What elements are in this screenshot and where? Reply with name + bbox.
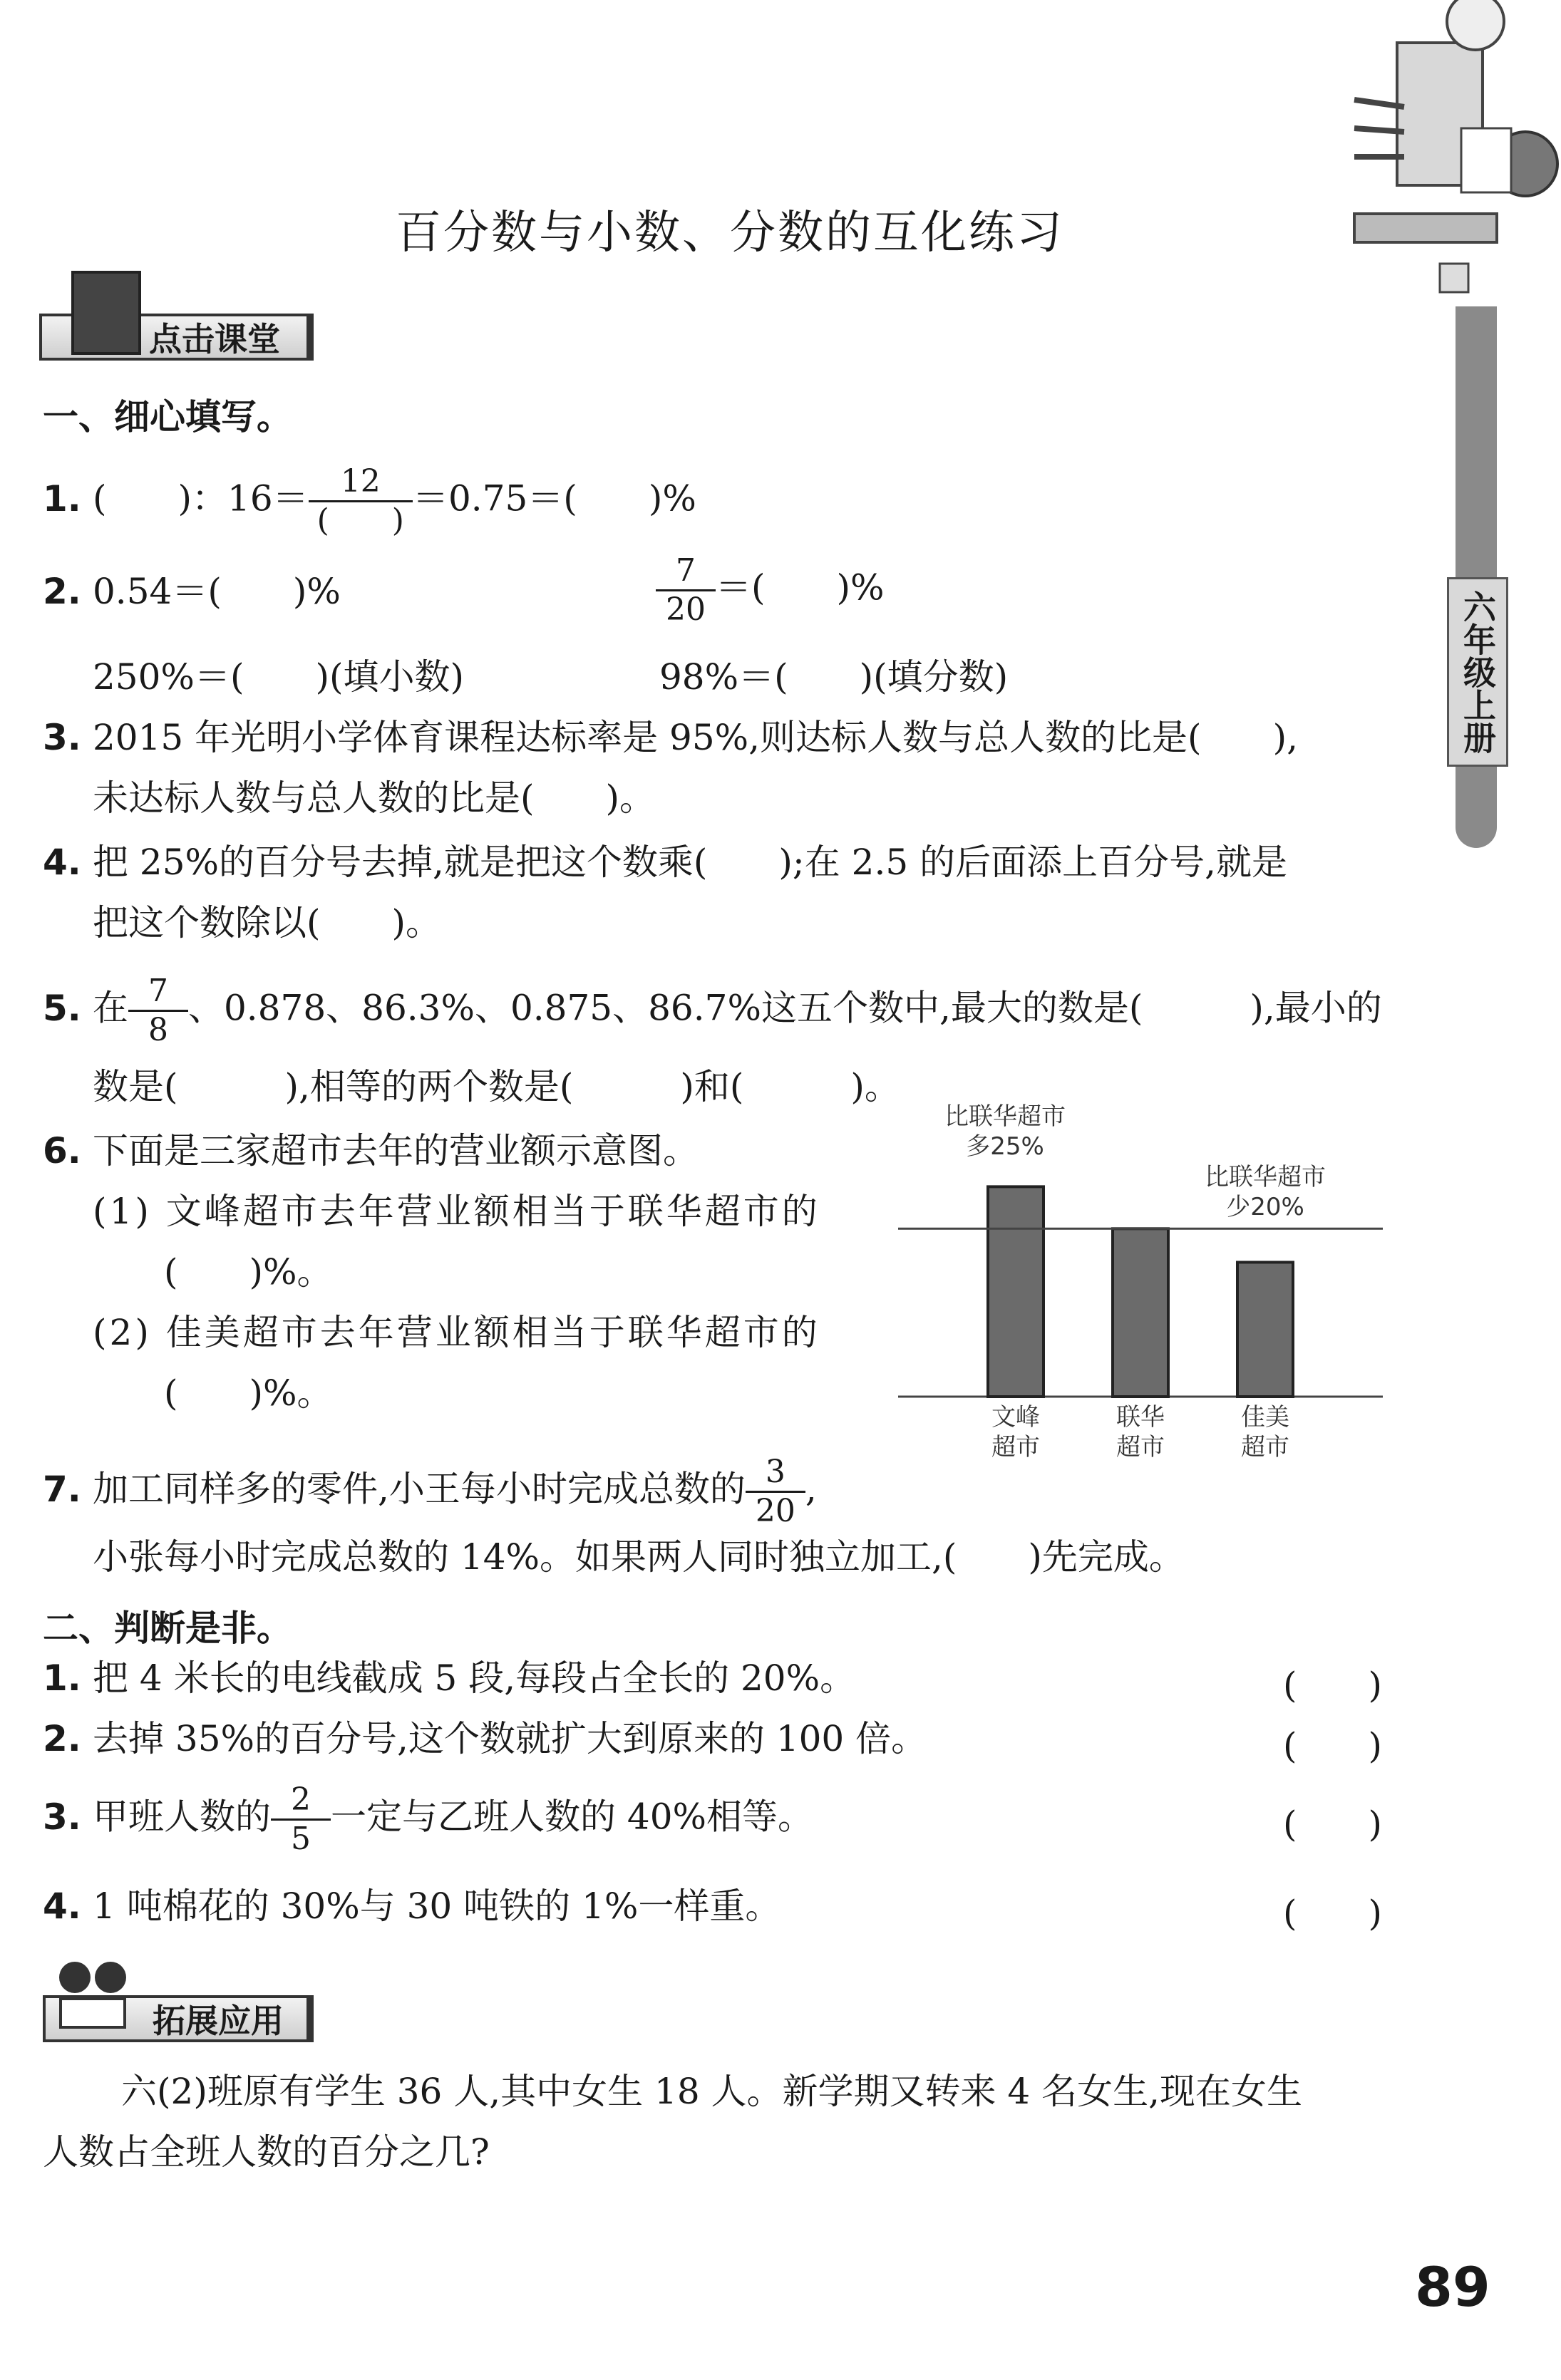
fraction: $\frac{7}{8}$ [133,973,184,1049]
part2-heading: 二、判断是非。 [43,1608,292,1649]
judge-item-2: 2. 去掉 35%的百分号,这个数就扩大到原来的 100 倍。 [43,1718,927,1759]
question-3-line2: 未达标人数与总人数的比是( )。 [93,777,656,819]
page-title: 百分数与小数、分数的互化练习 [396,207,1064,259]
students-reading-icon [50,1956,135,2034]
category-label: 超市 [991,1433,1040,1461]
badge-label: 拓展应用 [153,2002,284,2040]
page-number: 89 [1415,2255,1490,2319]
grade-tab: 六年级上册 [1447,577,1508,767]
extend-problem-line2: 人数占全班人数的百分之几? [43,2131,490,2173]
annotation-label: 比联华超市 [944,1102,1066,1131]
fraction: $\frac{12}{( )}$ [313,463,408,539]
category-label: 文峰 [991,1403,1040,1432]
badge-label: 点击课堂 [149,320,280,358]
judge-answer-box-4[interactable]: ( ) [1283,1893,1383,1934]
blackboard-icon [71,271,141,355]
judge-answer-box-3[interactable]: ( ) [1283,1804,1383,1845]
question-4: 4. 把 25%的百分号去掉,就是把这个数乘( );在 2.5 的后面添上百分号,就是 [43,842,1287,883]
question-2c: 250%＝( )(填小数) [93,656,464,698]
question-4-line2: 把这个数除以( )。 [93,902,442,943]
category-label: 联华 [1116,1403,1165,1432]
annotation-label: 多25% [966,1132,1044,1161]
judge-answer-box-1[interactable]: ( ) [1283,1665,1383,1706]
annotation-label: 少20% [1226,1193,1304,1221]
question-1: 1. ( )：16＝ $\frac{12}{( )}$ ＝0.75＝( )% [43,463,696,539]
question-6-sub1: (1) 文峰超市去年营业额相当于联华超市的 [93,1191,820,1232]
category-label: 超市 [1241,1433,1289,1461]
question-7-line2: 小张每小时完成总数的 14%。如果两人同时独立加工,( )先完成。 [93,1536,1185,1578]
question-6-sub1-blank: ( )%。 [164,1251,333,1293]
judge-item-1: 1. 把 4 米长的电线截成 5 段,每段占全长的 20%。 [43,1657,856,1699]
fraction: $\frac{2}{5}$ [275,1781,326,1858]
category-label: 佳美 [1241,1403,1289,1432]
question-6-sub2-blank: ( )%。 [164,1372,333,1414]
question-2d: 98%＝( )(填分数) [659,656,1009,698]
question-5-line2: 数是( ),相等的两个数是( )和( )。 [93,1066,900,1107]
question-2b: $\frac{7}{20}$ ＝( )% [656,552,885,628]
judge-answer-box-2[interactable]: ( ) [1283,1725,1383,1766]
fraction: $\frac{3}{20}$ [750,1454,801,1530]
question-5: 5. 在 $\frac{7}{8}$ 、0.878、86.3%、0.875、86.7%这五个数中,最大的数是( ),最小的 [43,973,1382,1048]
question-6-sub2: (2) 佳美超市去年营业额相当于联华超市的 [93,1312,820,1353]
supermarket-bar-chart [898,1102,1383,1475]
annotation-label: 比联华超市 [1205,1163,1326,1191]
corner-illustration [1340,0,1561,299]
judge-item-3: 3. 甲班人数的 $\frac{2}{5}$ 一定与乙班人数的 40%相等。 [43,1781,814,1857]
category-label: 超市 [1116,1433,1165,1461]
question-3: 3. 2015 年光明小学体育课程达标率是 95%,则达标人数与总人数的比是( ), [43,717,1298,758]
extend-problem-line1: 六(2)班原有学生 36 人,其中女生 18 人。新学期又转来 4 名女生,现在女生 [121,2071,1303,2112]
fraction: $\frac{7}{20}$ [660,552,711,628]
question-6: 6. 下面是三家超市去年的营业额示意图。 [43,1130,699,1171]
bar-2 [1113,1228,1168,1397]
question-2a: 2. 0.54＝( )% [43,571,341,612]
part1-heading: 一、细心填写。 [43,396,292,438]
judge-item-4: 4. 1 吨棉花的 30%与 30 吨铁的 1%一样重。 [43,1885,781,1927]
bar-1 [988,1186,1044,1397]
question-7: 7. 加工同样多的零件,小王每小时完成总数的 $\frac{3}{20}$ , [43,1454,817,1529]
bar-3 [1237,1262,1293,1397]
